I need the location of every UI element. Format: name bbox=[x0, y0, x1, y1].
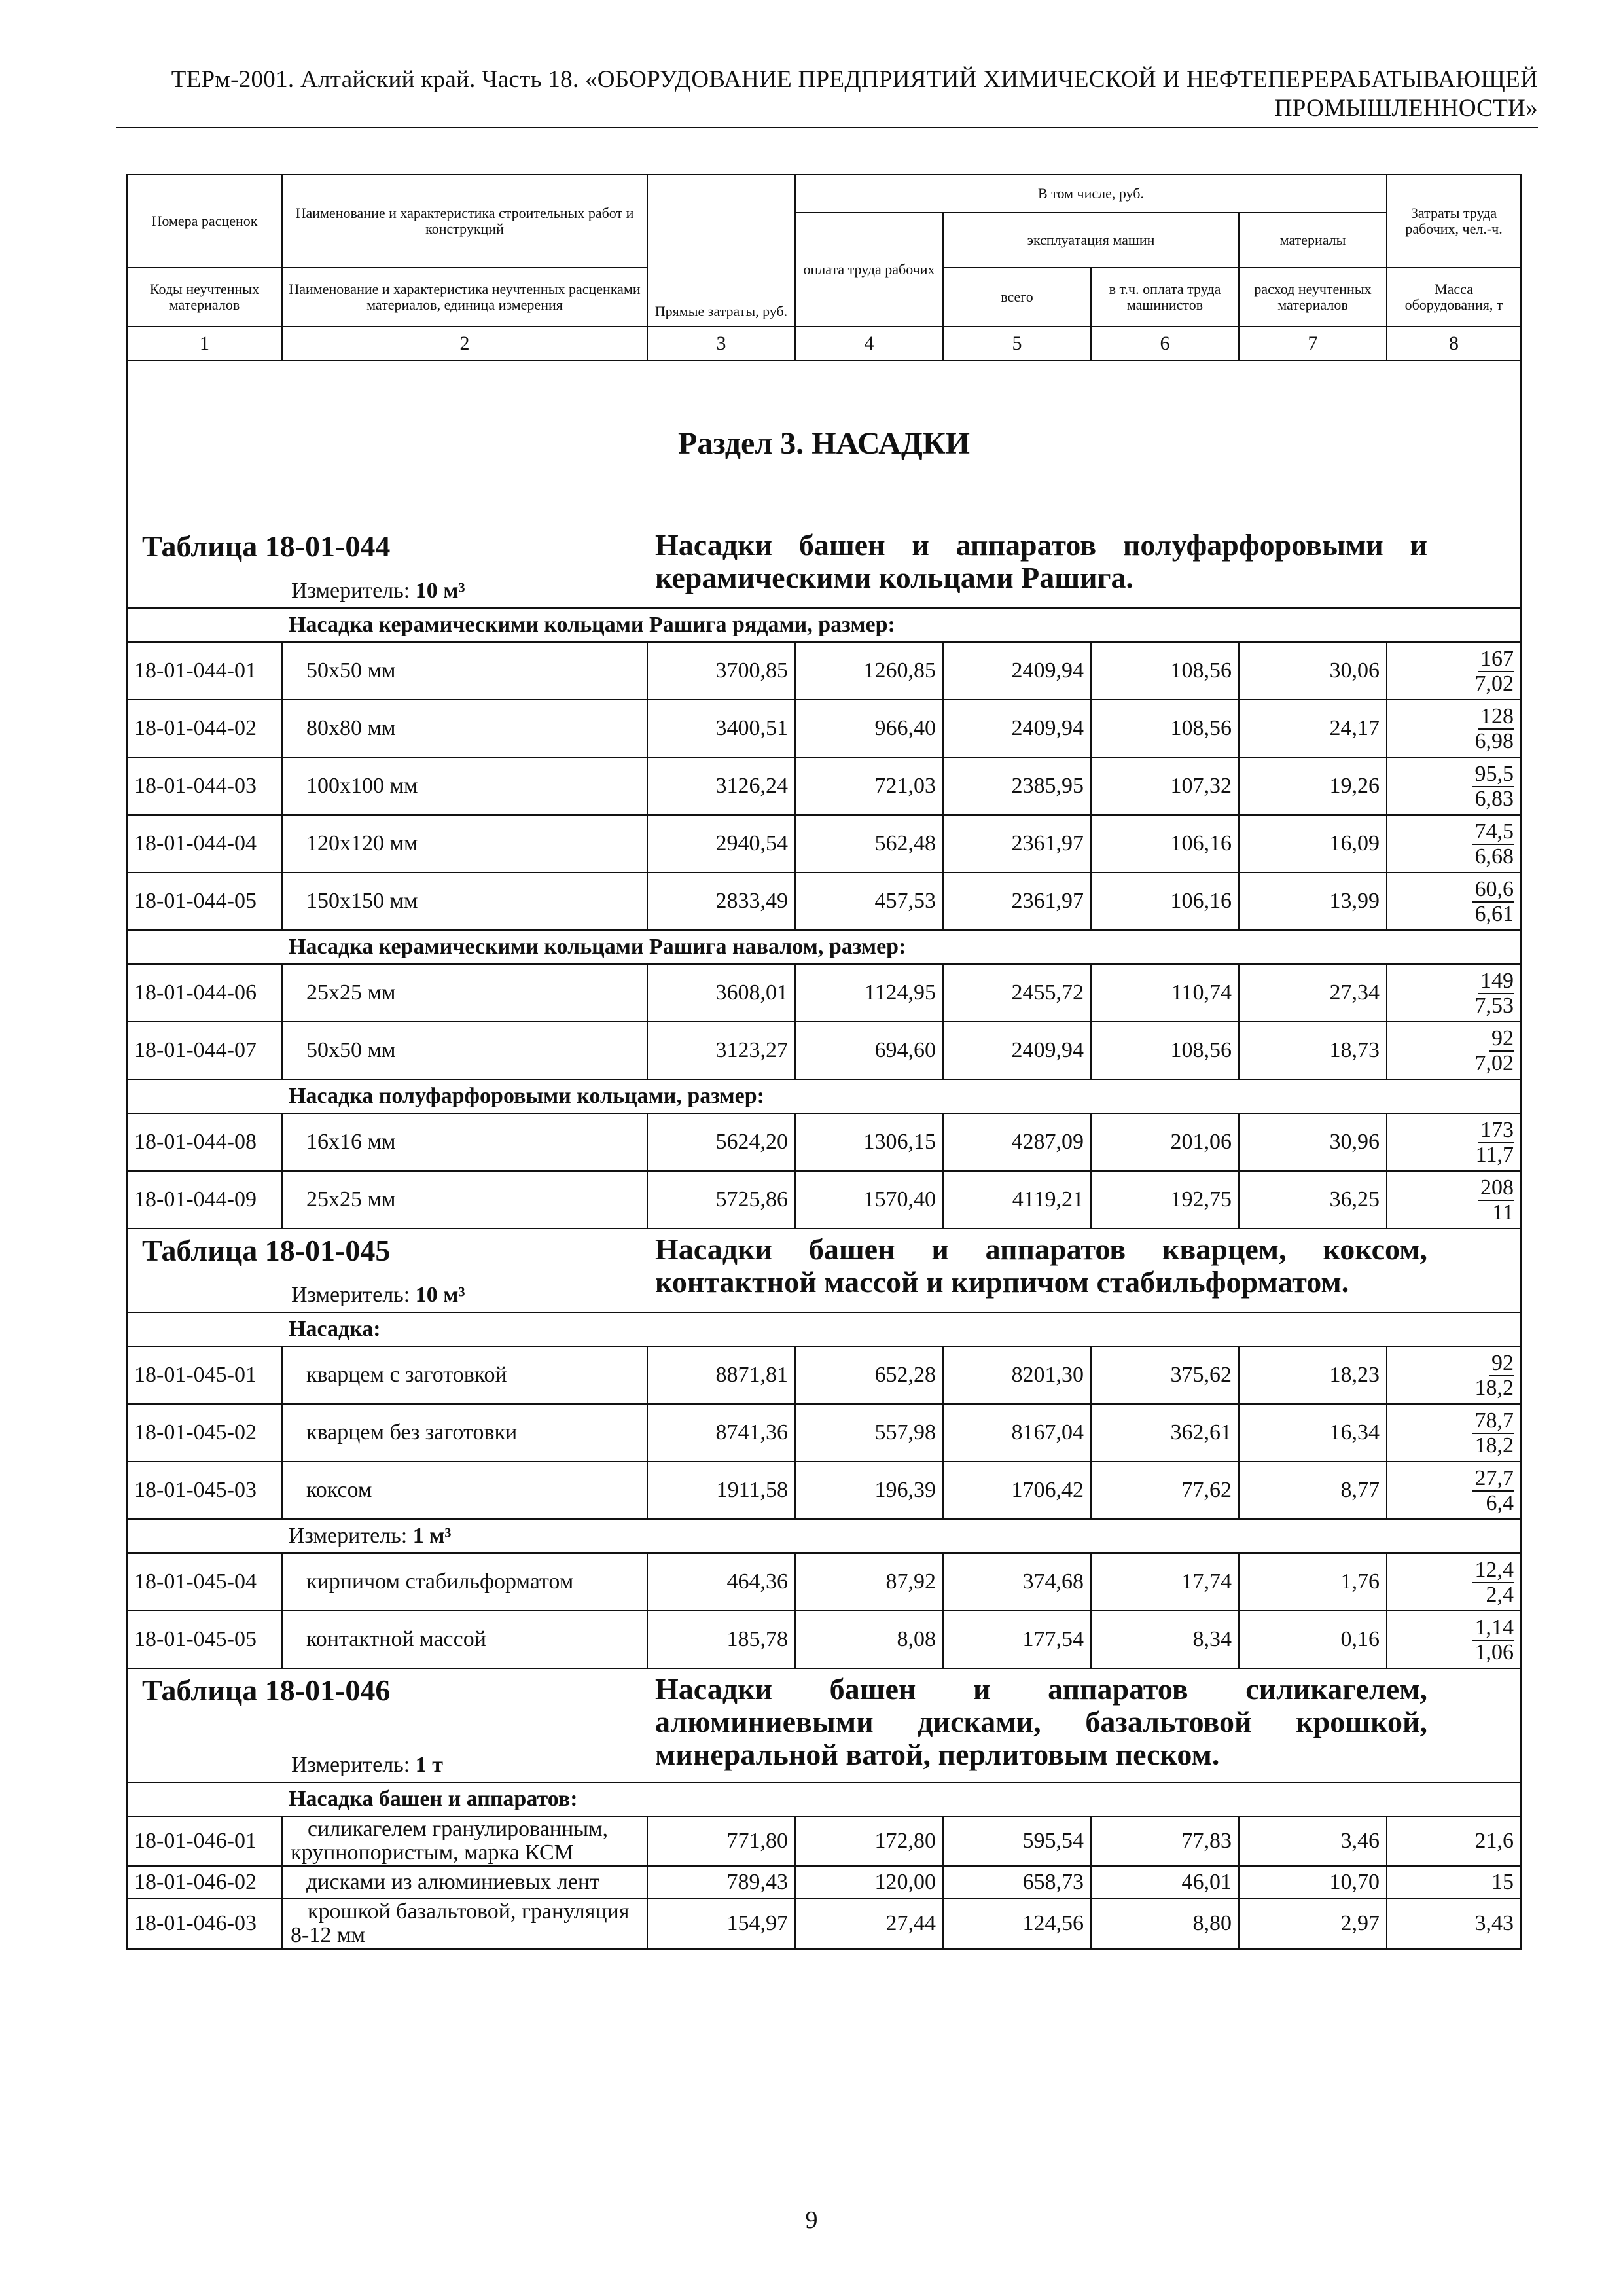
table-heading bbox=[127, 1229, 1521, 1312]
direct-costs: 771,80 bbox=[647, 1816, 795, 1866]
materials: 8,77 bbox=[1239, 1462, 1387, 1519]
labor-mass: $\frac{27,7}{6,4}$ bbox=[1387, 1462, 1521, 1519]
col-materials: материалы bbox=[1239, 213, 1387, 268]
table-number: Таблица 18-01-044 bbox=[142, 529, 391, 563]
col-number: 7 bbox=[1239, 327, 1387, 361]
table-title: Насадки башен и аппаратов силикагелем, алюминиевыми дисками, базальтовой крошкой, минеральной ватой, перлитовым песком. bbox=[655, 1672, 1427, 1771]
worker-pay: 1260,85 bbox=[795, 642, 943, 700]
direct-costs: 3400,51 bbox=[647, 700, 795, 757]
materials: 16,34 bbox=[1239, 1404, 1387, 1462]
rate-code: 18-01-044-07 bbox=[127, 1022, 282, 1079]
machine-ops: 177,54 bbox=[943, 1611, 1091, 1668]
rates-table bbox=[126, 174, 1522, 1950]
materials: 18,23 bbox=[1239, 1346, 1387, 1404]
table-heading-row bbox=[127, 525, 1521, 608]
section-row bbox=[127, 361, 1521, 525]
machine-ops: 1706,42 bbox=[943, 1462, 1091, 1519]
rate-name: 100x100 мм bbox=[282, 757, 647, 815]
rate-name: 120x120 мм bbox=[282, 815, 647, 872]
labor-mass: $\frac{149}{7,53}$ bbox=[1387, 964, 1521, 1022]
labor-mass: $\frac{208}{11}$ bbox=[1387, 1171, 1521, 1229]
measure: Измеритель: 1 т bbox=[291, 1753, 443, 1777]
labor-mass: $\frac{74,5}{6,68}$ bbox=[1387, 815, 1521, 872]
materials: 30,06 bbox=[1239, 642, 1387, 700]
col-number: 6 bbox=[1091, 327, 1239, 361]
group-row bbox=[127, 608, 1521, 642]
col-machine-ops: эксплуатация машин bbox=[943, 213, 1239, 268]
rate-name: коксом bbox=[282, 1462, 647, 1519]
machine-ops: 8201,30 bbox=[943, 1346, 1091, 1404]
direct-costs: 789,43 bbox=[647, 1866, 795, 1899]
group-row bbox=[127, 1312, 1521, 1346]
group-title: Насадка керамическими кольцами Рашига рядами, размер: bbox=[282, 608, 1521, 642]
operator-pay: 107,32 bbox=[1091, 757, 1239, 815]
materials: 2,97 bbox=[1239, 1899, 1387, 1949]
direct-costs: 185,78 bbox=[647, 1611, 795, 1668]
rate-name: 50x50 мм bbox=[282, 642, 647, 700]
worker-pay: 120,00 bbox=[795, 1866, 943, 1899]
col-rate-numbers: Номера расценок bbox=[127, 175, 282, 268]
operator-pay: 106,16 bbox=[1091, 815, 1239, 872]
materials: 1,76 bbox=[1239, 1553, 1387, 1611]
labor-mass: $\frac{92}{18,2}$ bbox=[1387, 1346, 1521, 1404]
worker-pay: 87,92 bbox=[795, 1553, 943, 1611]
operator-pay: 108,56 bbox=[1091, 642, 1239, 700]
table-heading-row bbox=[127, 1668, 1521, 1782]
group-row bbox=[127, 1782, 1521, 1816]
rate-code: 18-01-045-04 bbox=[127, 1553, 282, 1611]
operator-pay: 8,80 bbox=[1091, 1899, 1239, 1949]
rate-name: 25x25 мм bbox=[282, 964, 647, 1022]
rate-name: крошкой базальтовой, грануляция 8-12 мм bbox=[282, 1899, 647, 1949]
operator-pay: 46,01 bbox=[1091, 1866, 1239, 1899]
worker-pay: 457,53 bbox=[795, 872, 943, 930]
header-rule bbox=[116, 127, 1538, 128]
materials: 16,09 bbox=[1239, 815, 1387, 872]
table-row bbox=[127, 1171, 1521, 1229]
worker-pay: 1306,15 bbox=[795, 1113, 943, 1171]
machine-ops: 2409,94 bbox=[943, 642, 1091, 700]
group-row bbox=[127, 930, 1521, 964]
rate-name: кварцем с заготовкой bbox=[282, 1346, 647, 1404]
worker-pay: 8,08 bbox=[795, 1611, 943, 1668]
labor: 21,6 bbox=[1387, 1816, 1521, 1866]
worker-pay: 652,28 bbox=[795, 1346, 943, 1404]
machine-ops: 658,73 bbox=[943, 1866, 1091, 1899]
worker-pay: 557,98 bbox=[795, 1404, 943, 1462]
table-row bbox=[127, 1899, 1521, 1949]
rate-code: 18-01-044-04 bbox=[127, 815, 282, 872]
labor-mass: $\frac{92}{7,02}$ bbox=[1387, 1022, 1521, 1079]
direct-costs: 3126,24 bbox=[647, 757, 795, 815]
direct-costs: 8871,81 bbox=[647, 1346, 795, 1404]
direct-costs: 1911,58 bbox=[647, 1462, 795, 1519]
materials: 3,46 bbox=[1239, 1816, 1387, 1866]
rate-code: 18-01-044-05 bbox=[127, 872, 282, 930]
page-header: ТЕРм-2001. Алтайский край. Часть 18. «ОБОРУДОВАНИЕ ПРЕДПРИЯТИЙ ХИМИЧЕСКОЙ И НЕФТЕПЕРЕРАБАТЫВАЮЩЕЙ ПРОМЫШЛЕННОСТИ» bbox=[171, 66, 1538, 122]
rate-name: 80x80 мм bbox=[282, 700, 647, 757]
worker-pay: 27,44 bbox=[795, 1899, 943, 1949]
machine-ops: 2361,97 bbox=[943, 815, 1091, 872]
rate-name: 25x25 мм bbox=[282, 1171, 647, 1229]
machine-ops: 124,56 bbox=[943, 1899, 1091, 1949]
direct-costs: 5725,86 bbox=[647, 1171, 795, 1229]
operator-pay: 201,06 bbox=[1091, 1113, 1239, 1171]
table-row bbox=[127, 815, 1521, 872]
table-title: Насадки башен и аппаратов кварцем, коксом, контактной массой и кирпичом стабильформатом. bbox=[655, 1232, 1427, 1299]
table-row bbox=[127, 1816, 1521, 1866]
table-row bbox=[127, 757, 1521, 815]
rate-name: кирпичом стабильформатом bbox=[282, 1553, 647, 1611]
rate-name: 50x50 мм bbox=[282, 1022, 647, 1079]
page-number: 9 bbox=[805, 2206, 818, 2234]
machine-ops: 4287,09 bbox=[943, 1113, 1091, 1171]
direct-costs: 3123,27 bbox=[647, 1022, 795, 1079]
rate-name: кварцем без заготовки bbox=[282, 1404, 647, 1462]
table-row bbox=[127, 1022, 1521, 1079]
operator-pay: 17,74 bbox=[1091, 1553, 1239, 1611]
measure: Измеритель: 10 м³ bbox=[291, 1283, 465, 1307]
table-row bbox=[127, 1553, 1521, 1611]
header-row-1 bbox=[127, 175, 1521, 213]
operator-pay: 77,83 bbox=[1091, 1816, 1239, 1866]
rate-name: контактной массой bbox=[282, 1611, 647, 1668]
col-worker-pay: оплата труда рабочих bbox=[795, 213, 943, 327]
col-number: 3 bbox=[647, 327, 795, 361]
rate-code: 18-01-046-01 bbox=[127, 1816, 282, 1866]
materials: 30,96 bbox=[1239, 1113, 1387, 1171]
group-title: Насадка полуфарфоровыми кольцами, размер: bbox=[282, 1079, 1521, 1113]
col-equipment-mass: Масса оборудования, т bbox=[1387, 268, 1521, 327]
worker-pay: 172,80 bbox=[795, 1816, 943, 1866]
group-title: Насадка: bbox=[282, 1312, 1521, 1346]
materials: 36,25 bbox=[1239, 1171, 1387, 1229]
direct-costs: 3700,85 bbox=[647, 642, 795, 700]
col-including: В том числе, руб. bbox=[795, 175, 1387, 213]
machine-ops: 4119,21 bbox=[943, 1171, 1091, 1229]
machine-ops: 374,68 bbox=[943, 1553, 1091, 1611]
machine-ops: 2361,97 bbox=[943, 872, 1091, 930]
labor-mass: $\frac{60,6}{6,61}$ bbox=[1387, 872, 1521, 930]
rate-name: 16x16 мм bbox=[282, 1113, 647, 1171]
rate-code: 18-01-044-09 bbox=[127, 1171, 282, 1229]
rate-code: 18-01-044-08 bbox=[127, 1113, 282, 1171]
labor: 15 bbox=[1387, 1866, 1521, 1899]
operator-pay: 110,74 bbox=[1091, 964, 1239, 1022]
rate-code: 18-01-045-05 bbox=[127, 1611, 282, 1668]
col-name: Наименование и характеристика строительных работ и конструкций bbox=[282, 175, 647, 268]
materials: 24,17 bbox=[1239, 700, 1387, 757]
operator-pay: 362,61 bbox=[1091, 1404, 1239, 1462]
materials: 10,70 bbox=[1239, 1866, 1387, 1899]
machine-ops: 595,54 bbox=[943, 1816, 1091, 1866]
operator-pay: 108,56 bbox=[1091, 700, 1239, 757]
col-materials-use: расход неучтенных материалов bbox=[1239, 268, 1387, 327]
rate-name: дисками из алюминиевых лент bbox=[282, 1866, 647, 1899]
worker-pay: 721,03 bbox=[795, 757, 943, 815]
operator-pay: 108,56 bbox=[1091, 1022, 1239, 1079]
operator-pay: 77,62 bbox=[1091, 1462, 1239, 1519]
direct-costs: 5624,20 bbox=[647, 1113, 795, 1171]
col-direct-costs: Прямые затраты, руб. bbox=[647, 175, 795, 327]
table-title: Насадки башен и аппаратов полуфарфоровыми и керамическими кольцами Рашига. bbox=[655, 528, 1427, 594]
table-heading-row bbox=[127, 1229, 1521, 1312]
table-row bbox=[127, 964, 1521, 1022]
labor-mass: $\frac{1,14}{1,06}$ bbox=[1387, 1611, 1521, 1668]
col-number: 5 bbox=[943, 327, 1091, 361]
machine-ops: 2385,95 bbox=[943, 757, 1091, 815]
table-row bbox=[127, 642, 1521, 700]
worker-pay: 966,40 bbox=[795, 700, 943, 757]
table-row bbox=[127, 1611, 1521, 1668]
table-row bbox=[127, 1404, 1521, 1462]
group-row bbox=[127, 1079, 1521, 1113]
section-title: Раздел 3. НАСАДКИ bbox=[127, 361, 1521, 525]
measure: Измеритель: 1 м³ bbox=[282, 1519, 1521, 1553]
rate-name: силикагелем гранулированным, крупнопористым, марка КСМ bbox=[282, 1816, 647, 1866]
direct-costs: 8741,36 bbox=[647, 1404, 795, 1462]
machine-ops: 2455,72 bbox=[943, 964, 1091, 1022]
col-name-materials: Наименование и характеристика неучтенных расценками материалов, единица измерения bbox=[282, 268, 647, 327]
rate-code: 18-01-046-03 bbox=[127, 1899, 282, 1949]
col-total: всего bbox=[943, 268, 1091, 327]
column-numbers-row bbox=[127, 327, 1521, 361]
col-number: 8 bbox=[1387, 327, 1521, 361]
machine-ops: 2409,94 bbox=[943, 700, 1091, 757]
rate-code: 18-01-046-02 bbox=[127, 1866, 282, 1899]
worker-pay: 1570,40 bbox=[795, 1171, 943, 1229]
operator-pay: 8,34 bbox=[1091, 1611, 1239, 1668]
measure-row bbox=[127, 1519, 1521, 1553]
table-number: Таблица 18-01-045 bbox=[142, 1234, 391, 1267]
rate-code: 18-01-045-01 bbox=[127, 1346, 282, 1404]
machine-ops: 2409,94 bbox=[943, 1022, 1091, 1079]
labor-mass: $\frac{78,7}{18,2}$ bbox=[1387, 1404, 1521, 1462]
col-labor: Затраты труда рабочих, чел.-ч. bbox=[1387, 175, 1521, 268]
materials: 19,26 bbox=[1239, 757, 1387, 815]
col-number: 4 bbox=[795, 327, 943, 361]
table-heading bbox=[127, 1668, 1521, 1782]
table-row bbox=[127, 700, 1521, 757]
col-number: 2 bbox=[282, 327, 647, 361]
labor-mass: $\frac{167}{7,02}$ bbox=[1387, 642, 1521, 700]
worker-pay: 196,39 bbox=[795, 1462, 943, 1519]
worker-pay: 562,48 bbox=[795, 815, 943, 872]
table-row bbox=[127, 872, 1521, 930]
table-row bbox=[127, 1346, 1521, 1404]
rate-code: 18-01-045-03 bbox=[127, 1462, 282, 1519]
col-number: 1 bbox=[127, 327, 282, 361]
worker-pay: 694,60 bbox=[795, 1022, 943, 1079]
rate-code: 18-01-044-03 bbox=[127, 757, 282, 815]
rate-code: 18-01-044-06 bbox=[127, 964, 282, 1022]
operator-pay: 192,75 bbox=[1091, 1171, 1239, 1229]
table-row bbox=[127, 1866, 1521, 1899]
table-row bbox=[127, 1113, 1521, 1171]
rate-code: 18-01-045-02 bbox=[127, 1404, 282, 1462]
labor-mass: $\frac{173}{11,7}$ bbox=[1387, 1113, 1521, 1171]
direct-costs: 3608,01 bbox=[647, 964, 795, 1022]
direct-costs: 154,97 bbox=[647, 1899, 795, 1949]
machine-ops: 8167,04 bbox=[943, 1404, 1091, 1462]
labor-mass: $\frac{128}{6,98}$ bbox=[1387, 700, 1521, 757]
materials: 27,34 bbox=[1239, 964, 1387, 1022]
direct-costs: 2940,54 bbox=[647, 815, 795, 872]
materials: 13,99 bbox=[1239, 872, 1387, 930]
worker-pay: 1124,95 bbox=[795, 964, 943, 1022]
measure: Измеритель: 10 м³ bbox=[291, 579, 465, 603]
rate-code: 18-01-044-01 bbox=[127, 642, 282, 700]
group-title: Насадка башен и аппаратов: bbox=[282, 1782, 1521, 1816]
table-number: Таблица 18-01-046 bbox=[142, 1674, 391, 1707]
col-rate-codes: Коды неучтенных материалов bbox=[127, 268, 282, 327]
table-heading bbox=[127, 525, 1521, 608]
table-row bbox=[127, 1462, 1521, 1519]
group-title: Насадка керамическими кольцами Рашига навалом, размер: bbox=[282, 930, 1521, 964]
operator-pay: 375,62 bbox=[1091, 1346, 1239, 1404]
direct-costs: 2833,49 bbox=[647, 872, 795, 930]
operator-pay: 106,16 bbox=[1091, 872, 1239, 930]
materials: 18,73 bbox=[1239, 1022, 1387, 1079]
labor: 3,43 bbox=[1387, 1899, 1521, 1949]
materials: 0,16 bbox=[1239, 1611, 1387, 1668]
direct-costs: 464,36 bbox=[647, 1553, 795, 1611]
col-operator-pay: в т.ч. оплата труда машинистов bbox=[1091, 268, 1239, 327]
rate-name: 150x150 мм bbox=[282, 872, 647, 930]
labor-mass: $\frac{12,4}{2,4}$ bbox=[1387, 1553, 1521, 1611]
rate-code: 18-01-044-02 bbox=[127, 700, 282, 757]
labor-mass: $\frac{95,5}{6,83}$ bbox=[1387, 757, 1521, 815]
